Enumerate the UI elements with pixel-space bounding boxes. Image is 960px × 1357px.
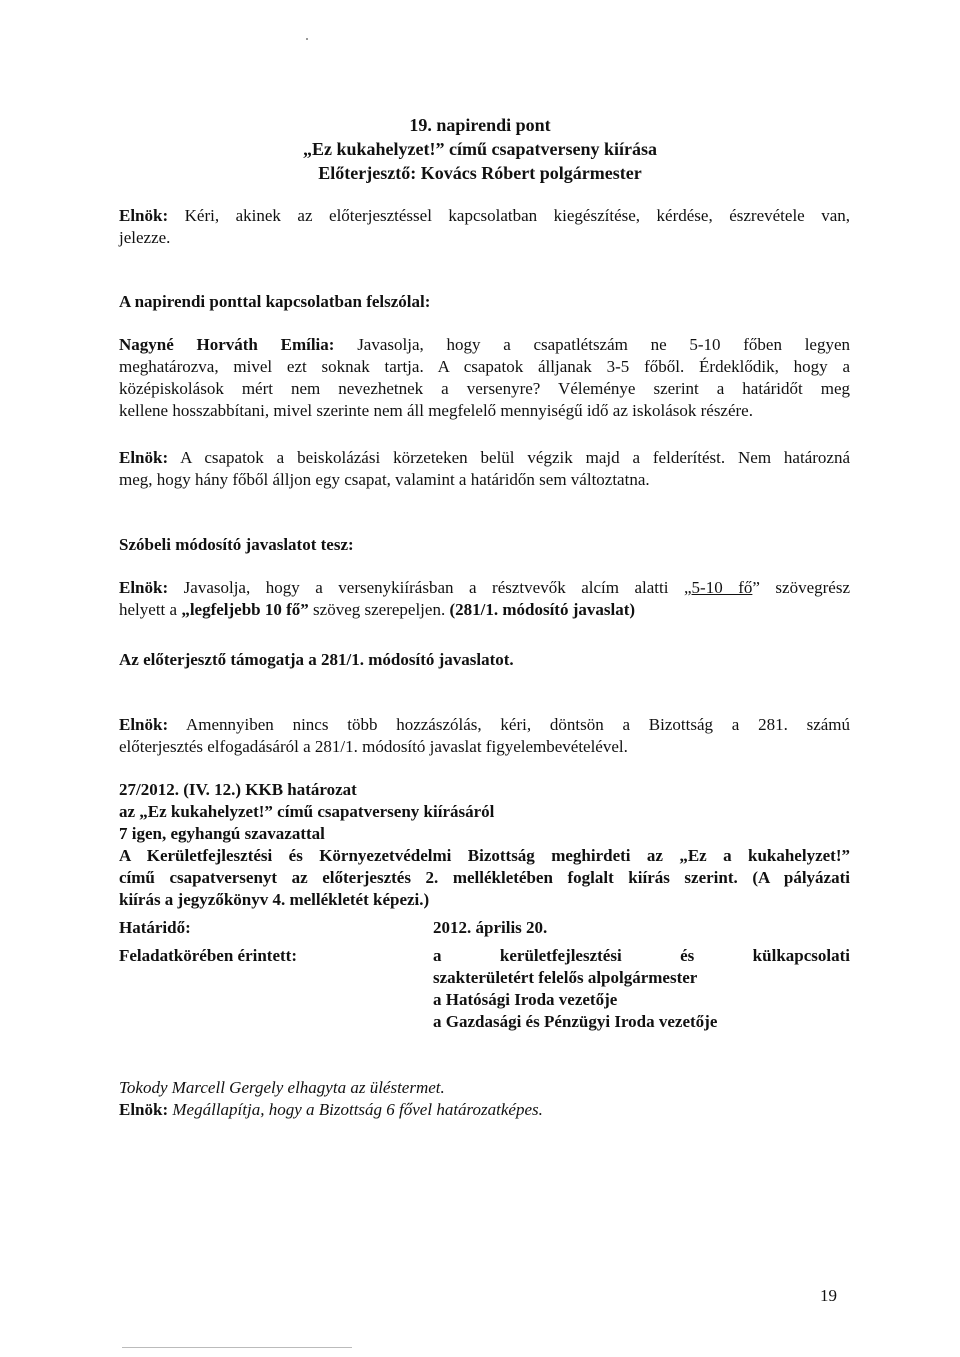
- amendment-new-text: „legfeljebb 10 fő”: [181, 600, 309, 619]
- vote-call-text-2: előterjesztés elfogadásáról a 281/1. módosító javaslat figyelembevételével.: [119, 737, 628, 756]
- page-number: 19: [820, 1286, 837, 1305]
- agenda-item-title: „Ez kukahelyzet!” című csapatverseny kiírása: [303, 139, 657, 159]
- agenda-item-presenter: Előterjesztő: Kovács Róbert polgármester: [318, 163, 642, 183]
- closing-text-2: Megállapítja, hogy a Bizottság 6 fővel határozatképes.: [172, 1100, 543, 1119]
- speaker-label: Elnök:: [119, 448, 169, 467]
- closing-block: [119, 1077, 850, 1121]
- deadline-label: Határidő:: [119, 918, 191, 937]
- discussion-text-1: Javasolja, hogy a csapatlétszám ne 5-10 főben legyen: [357, 335, 851, 354]
- closing-text-1: Tokody Marcell Gergely elhagyta az üléstermet.: [119, 1078, 445, 1097]
- amendment-underlined-text: 5-10 fő: [691, 578, 753, 597]
- responsible-1: a kerületfejlesztési és külkapcsolati: [433, 946, 850, 965]
- amendment-text-2c: szöveg szerepeljen.: [308, 600, 450, 619]
- chair-reply-text-1: A csapatok a beiskolázási körzeteken belül végzik majd a felderítést. Nem határozná: [180, 448, 850, 467]
- discussion-text-3: középiskolások mért nem nevezhetnek a versenyre? Véleménye szerint a határidőt meg: [119, 379, 850, 398]
- intro-paragraph: [119, 205, 850, 249]
- chair-reply-text-2: meg, hogy hány főből álljon egy csapat, valamint a határidőn sem változtatna.: [119, 470, 650, 489]
- resolution-title: az „Ez kukahelyzet!” című csapatverseny kiírásáról: [119, 802, 495, 821]
- intro-text-1: Kéri, akinek az előterjesztéssel kapcsolatban kiegészítése, kérdése, észrevétele van,: [184, 206, 851, 225]
- speaker-label: Nagyné Horváth Emília:: [119, 335, 335, 354]
- responsible-2: szakterületért felelős alpolgármester: [433, 968, 698, 987]
- responsible-3: a Hatósági Iroda vezetője: [433, 990, 618, 1009]
- resolution-vote: 7 igen, egyhangú szavazattal: [119, 824, 325, 843]
- amendment-paragraph: [119, 577, 850, 621]
- amendment-support: Az előterjesztő támogatja a 281/1. módosító javaslatot.: [119, 650, 514, 669]
- resolution-text-2: című csapatversenyt az előterjesztés 2. mellékletében foglalt kiírás szerint. (A pályázati: [119, 868, 850, 887]
- speaker-label: Elnök:: [119, 715, 169, 734]
- speaker-label: Elnök:: [119, 1100, 169, 1119]
- chair-reply-paragraph: [119, 447, 850, 491]
- vote-call-text-1: Amennyiben nincs több hozzászólás, kéri, döntsön a Bizottság a 281. számú: [185, 715, 851, 734]
- discussion-text-2: meghatározva, mivel ezt soknak tartja. A csapatok álljanak 3-5 főből. Érdeklődik, hogy a: [119, 357, 850, 376]
- scan-speck: [306, 38, 308, 40]
- responsible-label: Feladatkörében érintett:: [119, 946, 297, 965]
- agenda-item-number: 19. napirendi pont: [409, 115, 551, 135]
- amendment-text-2a: helyett a: [119, 600, 182, 619]
- intro-text-2: jelezze.: [119, 228, 171, 247]
- discussion-heading: A napirendi ponttal kapcsolatban felszólal:: [119, 292, 431, 311]
- amendment-reference: (281/1. módosító javaslat): [449, 600, 636, 619]
- discussion-text-4: kellene hosszabbítani, mivel szerinte nem áll megfelelő mennyiségű idő az iskolások részére.: [119, 401, 753, 420]
- speaker-label: Elnök:: [119, 206, 169, 225]
- discussion-paragraph: [119, 334, 850, 422]
- agenda-header: [0, 113, 960, 185]
- scan-edge-line: [122, 1347, 352, 1348]
- responsible-list: [433, 945, 850, 1033]
- amendment-text-1b: ” szövegrész: [752, 578, 851, 597]
- amendment-heading: Szóbeli módosító javaslatot tesz:: [119, 535, 354, 554]
- resolution-text-1: A Kerületfejlesztési és Környezetvédelmi Bizottság meghirdeti az „Ez a kukahelyzet!”: [119, 846, 850, 865]
- resolution-number: 27/2012. (IV. 12.) KKB határozat: [119, 780, 357, 799]
- responsible-4: a Gazdasági és Pénzügyi Iroda vezetője: [433, 1012, 718, 1031]
- resolution-block: [119, 779, 850, 911]
- speaker-label: Elnök:: [119, 578, 169, 597]
- vote-call-paragraph: [119, 714, 850, 758]
- amendment-text-1a: Javasolja, hogy a versenykiírásban a résztvevők alcím alatti „: [183, 578, 692, 597]
- deadline-value: 2012. április 20.: [433, 918, 548, 937]
- resolution-text-3: kiírás a jegyzőkönyv 4. mellékletét képezi.): [119, 890, 430, 909]
